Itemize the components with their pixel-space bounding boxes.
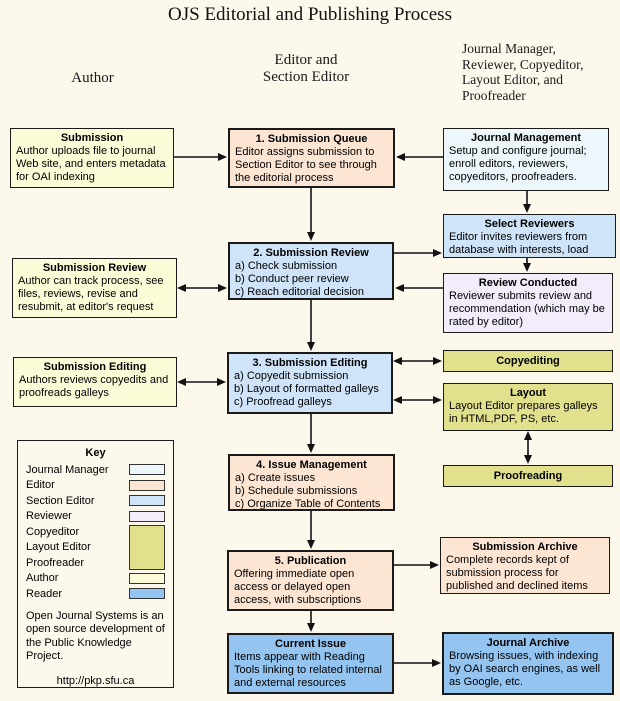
flow-box-submission-editing-author — [13, 357, 177, 407]
key-label: Journal Manager — [26, 463, 109, 476]
key-title: Key — [85, 447, 106, 459]
flow-box-submission-review — [228, 242, 394, 300]
submission-editing-body-line: b) Layout of formatted galleys — [234, 383, 379, 395]
arrowhead — [433, 357, 442, 365]
key-legend — [17, 440, 174, 688]
key-label: Layout Editor — [26, 541, 91, 554]
flow-box-submission-review-author — [12, 258, 177, 318]
arrowhead — [433, 249, 442, 257]
key-url: http://pkp.sfu.ca — [56, 674, 135, 687]
submission-editing-author-title: Submission Editing — [43, 361, 147, 373]
arrowhead — [524, 455, 532, 464]
arrowhead — [524, 431, 532, 440]
arrowhead — [177, 378, 186, 386]
key-entry — [26, 478, 165, 494]
review-conducted-body: Reviewer submits review and recommendation (which may be rated by editor) — [449, 290, 605, 328]
arrowhead — [307, 444, 315, 453]
select-reviewers-title: Select Reviewers — [484, 218, 575, 230]
column-header-editor-line: Section Editor — [262, 69, 350, 85]
key-label: Section Editor — [26, 494, 95, 507]
select-reviewers-body: Editor invites reviewers from database with interests, load — [449, 231, 589, 256]
arrowhead — [395, 284, 404, 292]
flow-box-submission — [10, 128, 174, 188]
submission-review-author-title: Submission Review — [42, 262, 147, 274]
arrowhead — [430, 561, 439, 569]
issue-management-title: 4. Issue Management — [256, 459, 367, 471]
arrowhead — [217, 378, 226, 386]
key-entry — [26, 462, 165, 478]
issue-management-body-line: b) Schedule submissions — [235, 485, 358, 497]
key-group-labels — [26, 524, 91, 571]
submission-editing-body-line: c) Proofread galleys — [234, 396, 332, 408]
submission-editing-body-line: a) Copyedit submission — [234, 370, 349, 382]
current-issue-title: Current Issue — [275, 638, 346, 650]
submission-body: Author uploads file to journal Web site, and enters metadata for OAI indexing — [16, 145, 166, 183]
flow-box-proofreading — [443, 465, 613, 487]
submission-review-title: 2. Submission Review — [253, 247, 369, 259]
key-swatch-section_editor — [129, 495, 165, 506]
flow-box-select-reviewers — [443, 214, 616, 258]
current-issue-body: Items appear with Reading Tools linking to related internal and external resources — [234, 651, 382, 689]
key-entry — [26, 493, 165, 509]
key-swatch-copyeditor_group — [129, 525, 165, 570]
key-label: Reader — [26, 587, 63, 600]
submission-review-body-line: a) Check submission — [235, 260, 338, 272]
column-header-others-line: Reviewer, Copyeditor, — [462, 56, 584, 72]
flow-box-copyediting — [443, 350, 613, 372]
arrowhead — [218, 284, 227, 292]
key-label: Copyeditor — [26, 525, 80, 538]
key-entry-group — [26, 524, 165, 571]
arrowhead — [307, 623, 315, 632]
submission-archive-body: Complete records kept of submission process for published and declined items — [446, 554, 588, 592]
key-swatch-reviewer — [129, 511, 165, 522]
submission-review-body-line: c) Reach editorial decision — [235, 286, 365, 298]
journal-management-body: Setup and configure journal; enroll editors, reviewers, copyeditors, proofreaders. — [449, 145, 587, 183]
arrowhead — [177, 284, 186, 292]
key-rows — [26, 462, 165, 602]
flow-box-layout — [443, 383, 613, 431]
submission-queue-title: 1. Submission Queue — [255, 133, 368, 145]
page-title: OJS Editorial and Publishing Process — [168, 4, 452, 25]
submission-editing-title: 3. Submission Editing — [252, 357, 368, 369]
flow-box-submission-editing — [227, 352, 393, 414]
submission-editing-author-body: Authors reviews copyedits and proofreads galleys — [19, 374, 169, 399]
publication-body: Offering immediate open access or delayed open access, with subscriptions — [234, 568, 362, 606]
copyediting-title: Copyediting — [496, 354, 560, 367]
flow-box-publication — [227, 550, 394, 611]
arrowhead — [432, 659, 441, 667]
flow-box-submission-archive — [440, 537, 610, 594]
submission-title: Submission — [60, 132, 124, 144]
column-header-others-line: Proofreader — [462, 87, 526, 103]
arrowhead — [218, 153, 227, 161]
publication-title: 5. Publication — [274, 555, 347, 567]
journal-archive-body: Browsing issues, with indexing by OAI search engines, as well as Google, etc. — [449, 650, 601, 688]
flow-box-journal-management — [443, 128, 609, 191]
arrowhead — [523, 263, 531, 272]
submission-review-author-body: Author can track process, see files, reviews, revise and resubmit, at editor's request — [18, 275, 164, 313]
arrowhead — [393, 396, 402, 404]
key-entry — [26, 509, 165, 525]
journal-archive-title: Journal Archive — [486, 637, 570, 649]
key-label: Proofreader — [26, 556, 85, 569]
key-swatch-journal_manager — [129, 464, 165, 475]
column-header-others-line: Journal Manager, — [462, 41, 556, 56]
issue-management-body-line: a) Create issues — [235, 472, 316, 484]
submission-archive-title: Submission Archive — [472, 541, 578, 553]
submission-review-body-line: b) Conduct peer review — [235, 273, 349, 285]
flow-box-review-conducted — [443, 273, 613, 333]
arrowhead — [393, 357, 402, 365]
arrowhead — [523, 204, 531, 213]
column-header-author: Author — [71, 70, 114, 86]
column-header-editor-line: Editor and — [274, 52, 338, 68]
arrowhead — [396, 153, 405, 161]
arrowhead — [307, 540, 315, 549]
arrowhead — [433, 396, 442, 404]
arrowhead — [307, 232, 315, 241]
flow-box-submission-queue — [228, 128, 395, 188]
key-entry — [26, 586, 165, 602]
key-label: Reviewer — [26, 510, 72, 523]
review-conducted-title: Review Conducted — [478, 277, 578, 289]
key-entry — [26, 571, 165, 587]
issue-management-body-line: c) Organize Table of Contents — [235, 498, 381, 510]
layout-title: Layout — [509, 387, 547, 399]
key-swatch-author — [129, 573, 165, 584]
arrowhead — [307, 342, 315, 351]
key-note: Open Journal Systems is an open source development of the Public Knowledge Project. — [26, 609, 165, 662]
key-swatch-editor — [129, 480, 165, 491]
journal-management-title: Journal Management — [470, 132, 582, 144]
key-swatch-reader — [129, 588, 165, 599]
key-label: Editor — [26, 479, 55, 492]
flow-box-journal-archive — [442, 632, 614, 695]
proofreading-title: Proofreading — [493, 469, 563, 482]
key-label: Author — [26, 572, 59, 585]
flow-box-current-issue — [227, 633, 394, 694]
submission-queue-body: Editor assigns submission to Section Editor to see through the editorial process — [235, 146, 377, 184]
column-header-others-line: Layout Editor, and — [462, 72, 564, 87]
layout-body: Layout Editor prepares galleys in HTML,PDF, PS, etc. — [449, 400, 598, 425]
flow-box-issue-management — [228, 454, 395, 511]
